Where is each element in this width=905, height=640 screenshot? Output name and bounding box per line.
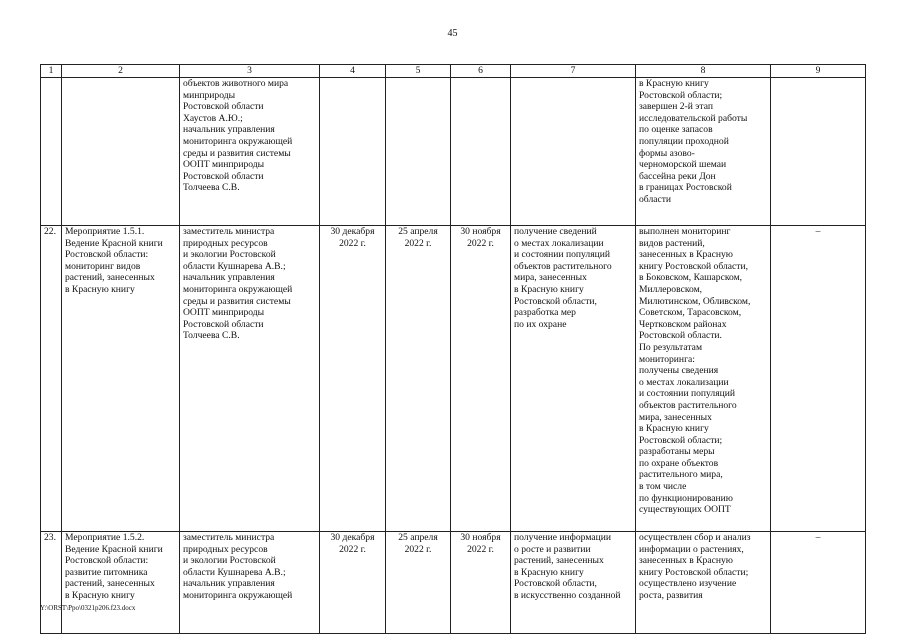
- cell-responsible: [180, 532, 320, 634]
- report-table: [40, 64, 866, 634]
- cell-responsible: заместитель министра природных ресурсов и экологии Ростовской области Кушнарева А.В.; начальник управления мониторинга окружающей среды и развития системы ООПТ минприроды Ростовской области Толчеева С.В.: [180, 226, 320, 532]
- table-header-row: [41, 65, 866, 78]
- cell-date-end: 30 ноября 2022 г.: [451, 226, 511, 532]
- page-number: 45: [447, 28, 458, 39]
- cell-date-start-text: 30 декабря 2022 г.: [330, 532, 375, 555]
- cell-note-text: –: [815, 532, 821, 543]
- cell-responsible: объектов животного мира минприроды Ростовской области Хаустов А.Ю.; начальник управления мониторинга окружающей среды и развития системы ООПТ минприроды Ростовской области Толчеева С.В.: [180, 78, 320, 226]
- table-row: [41, 532, 866, 634]
- col-header-5: 5: [386, 65, 451, 78]
- cell-note: [771, 532, 866, 634]
- table-row: [41, 78, 866, 226]
- file-path-footer: Y:\ORST\Ppo\0321p206.f23.docx: [40, 604, 136, 612]
- cell-expected-result: [511, 532, 636, 634]
- col-header-8: 8: [636, 65, 771, 78]
- col-header-7: 7: [511, 65, 636, 78]
- cell-date-start: [320, 532, 386, 634]
- cell-date-plan: 25 апреля 2022 г.: [386, 226, 451, 532]
- cell-date-plan: [386, 78, 451, 226]
- cell-expected-result: [511, 78, 636, 226]
- cell-expected-result: получение сведений о местах локализации и состоянии популяций объектов растительного мира, занесенных в Красную книгу Ростовской области, разработка мер по их охране: [511, 226, 636, 532]
- table-row: [41, 226, 866, 532]
- cell-event: [62, 532, 180, 634]
- col-header-3: 3: [180, 65, 320, 78]
- cell-date-start: [320, 78, 386, 226]
- cell-actual-result: [636, 532, 771, 634]
- cell-actual-result: выполнен мониторинг видов растений, занесенных в Красную книгу Ростовской области, в Боковском, Кашарском, Миллеровском, Милютинском, Обливском, Советском, Тарасовском, Чертковском районах Ростовской области. По результатам мониторинга: получены сведения о местах локализации и состоянии популяций объектов растительного мира, занесенных в Красную книгу Ростовской области; разработаны меры по охране объектов растительного мира, в том числе по функционированию существующих ООПТ: [636, 226, 771, 532]
- cell-num: [41, 532, 62, 634]
- col-header-9: 9: [771, 65, 866, 78]
- cell-note: [771, 78, 866, 226]
- cell-event: Мероприятие 1.5.1. Ведение Красной книги Ростовской области: мониторинг видов растений, занесенных в Красную книгу: [62, 226, 180, 532]
- cell-actual-result: в Красную книгу Ростовской области; завершен 2-й этап исследовательской работы по оценке запасов популяции проходной формы азово- черноморской шемаи бассейна реки Дон в границах Ростовской области: [636, 78, 771, 226]
- cell-expected-result-text: получение информации о росте и развитии растений, занесенных в Красную книгу Ростовской области, в искусственно созданной: [514, 532, 621, 601]
- cell-date-end: [451, 78, 511, 226]
- cell-date-end-text: 30 ноября 2022 г.: [460, 532, 501, 555]
- col-header-1: 1: [41, 65, 62, 78]
- cell-event: [62, 78, 180, 226]
- cell-note: –: [771, 226, 866, 532]
- col-header-2: 2: [62, 65, 180, 78]
- col-header-6: 6: [451, 65, 511, 78]
- cell-num: [41, 78, 62, 226]
- cell-responsible-text: заместитель министра природных ресурсов и экологии Ростовской области Кушнарева А.В.; начальник управления мониторинга окружающей: [183, 532, 293, 601]
- cell-date-end: [451, 532, 511, 634]
- cell-event-text: Мероприятие 1.5.2. Ведение Красной книги Ростовской области: развитие питомника растений, занесенных в Красную книгу: [65, 532, 163, 601]
- cell-actual-result-text: осуществлен сбор и анализ информации о растениях, занесенных в Красную книгу Ростовской области; осуществлено изучение роста, развития: [639, 532, 751, 601]
- cell-num: 22.: [41, 226, 62, 532]
- col-header-4: 4: [320, 65, 386, 78]
- cell-date-plan: [386, 532, 451, 634]
- cell-date-start: 30 декабря 2022 г.: [320, 226, 386, 532]
- cell-date-plan-text: 25 апреля 2022 г.: [398, 532, 438, 555]
- cell-num-text: 23.: [44, 532, 56, 543]
